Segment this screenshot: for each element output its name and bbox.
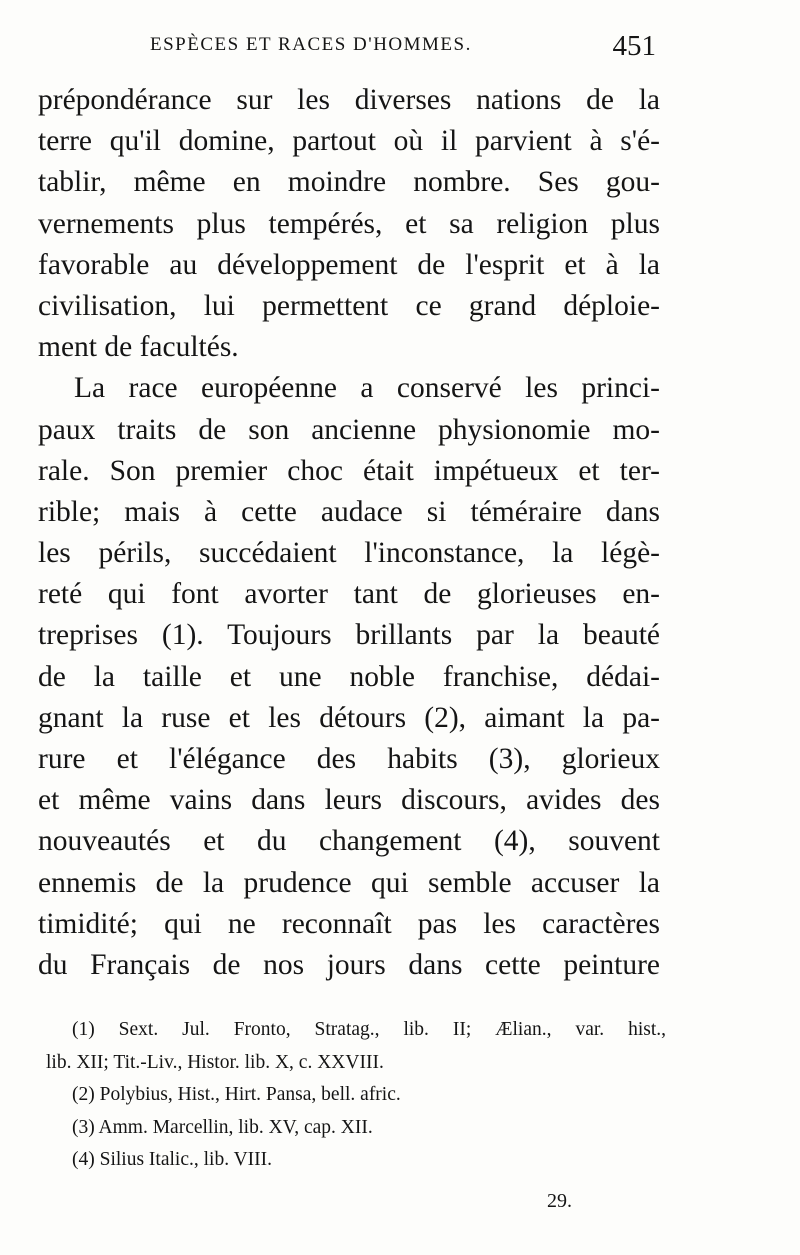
text-line: treprises (1). Toujours brillants par la beauté [38,619,660,652]
text-line: nouveautés et du changement (4), souvent [38,825,660,858]
text-line: paux traits de son ancienne physionomie mo- [38,413,660,446]
body-text [38,80,660,986]
text-line: civilisation, lui permettent ce grand déploie- [38,289,660,322]
running-head [38,30,660,70]
running-title: ESPÈCES ET RACES D'HOMMES. [150,34,472,55]
text-line: rale. Son premier choc était impétueux et ter- [38,454,660,487]
text-line: La race européenne a conservé les princi- [74,372,660,405]
footnotes [38,1014,666,1177]
text-line: ennemis de la prudence qui semble accuser la [38,866,660,899]
footnote-line: (3) Amm. Marcellin, lib. XV, cap. XII. [72,1116,373,1138]
signature-mark: 29. [547,1190,572,1212]
text-line: timidité; qui ne reconnaît pas les caractères [38,907,660,940]
footnote-line: (4) Silius Italic., lib. VIII. [72,1149,273,1170]
footnote-line: (2) Polybius, Hist., Hirt. Pansa, bell. afric. [72,1084,401,1105]
footnote-line: (1) Sext. Jul. Fronto, Stratag., lib. II; Ælian., var. hist., [72,1019,666,1040]
text-line: rible; mais à cette audace si téméraire dans [38,495,660,528]
text-line: favorable au développement de l'esprit et à la [38,248,660,281]
text-line: rure et l'élégance des habits (3), glorieux [38,743,660,775]
text-line: vernements plus tempérés, et sa religion plus [38,207,660,240]
text-line: du Français de nos jours dans cette peinture [38,948,660,981]
text-line: les périls, succédaient l'inconstance, la légè- [38,537,660,570]
text-line: et même vains dans leurs discours, avides des [38,784,660,817]
text-line: prépondérance sur les diverses nations de la [38,84,660,116]
text-line: tablir, même en moindre nombre. Ses gou- [38,166,660,199]
footnote-line: lib. XII; Tit.-Liv., Histor. lib. X, c. XXVIII. [46,1051,384,1073]
text-line: terre qu'il domine, partout où il parvient à s'é- [38,125,660,158]
text-line: de la taille et une noble franchise, dédai- [38,660,660,693]
page-number: 451 [612,30,656,62]
text-line: reté qui font avorter tant de glorieuses en- [38,578,660,611]
text-line: gnant la ruse et les détours (2), aimant la pa- [38,701,660,734]
text-line: ment de facultés. [38,331,239,364]
